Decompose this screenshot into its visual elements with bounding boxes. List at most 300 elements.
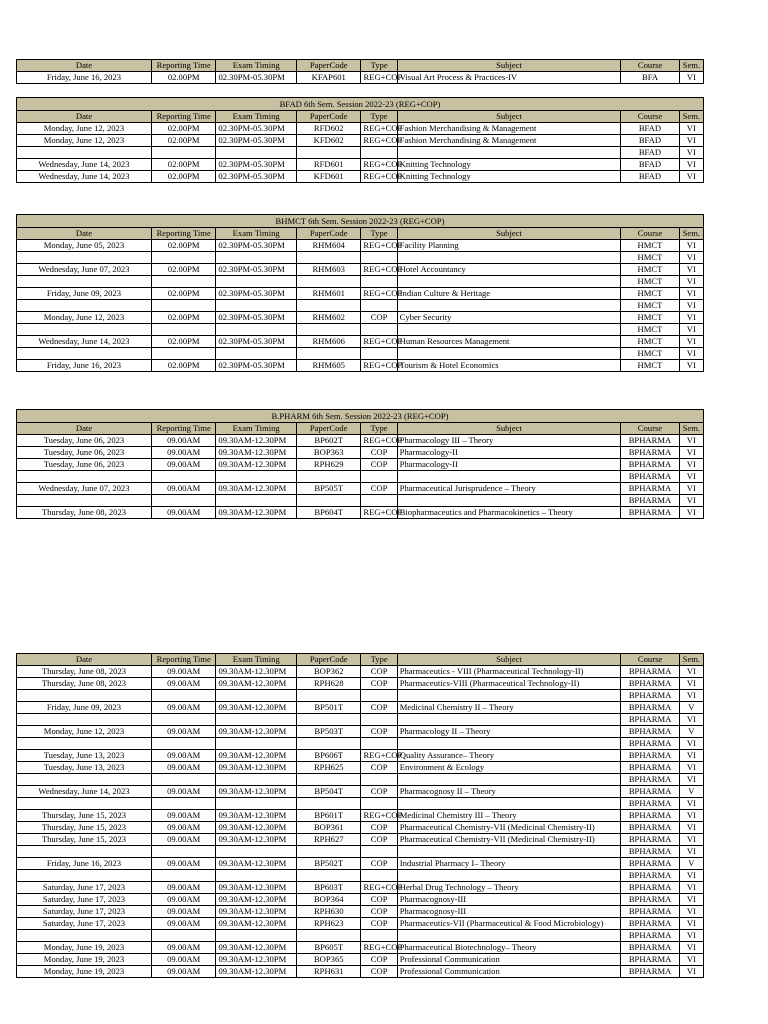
paper-code-cell: RPH631	[297, 966, 361, 978]
reporting-time-cell: 09.00AM	[151, 666, 215, 678]
sem-cell: VI	[679, 123, 703, 135]
exam-timing-cell: 09.30AM-12.30PM	[216, 942, 297, 954]
paper-code-cell: RPH629	[296, 459, 360, 471]
header-row	[17, 60, 704, 72]
exam-timing-cell	[216, 798, 297, 810]
reporting-time-cell: 09.00AM	[151, 810, 215, 822]
date-cell: Thursday, June 08, 2023	[17, 507, 152, 519]
paper-code-cell	[296, 471, 360, 483]
date-cell: Monday, June 19, 2023	[17, 942, 152, 954]
exam-timing-cell	[216, 471, 297, 483]
reporting-time-cell: 09.00AM	[151, 678, 215, 690]
course-cell: BPHARMA	[621, 447, 679, 459]
course-cell: BPHARMA	[621, 435, 679, 447]
subject-cell	[397, 324, 621, 336]
course-cell: BPHARMA	[621, 714, 679, 726]
table-row	[17, 360, 704, 372]
table-row	[17, 312, 704, 324]
type-cell: REG+COP	[361, 336, 397, 348]
header-row	[17, 111, 704, 123]
course-cell: BPHARMA	[621, 786, 679, 798]
subject-header: Subject	[397, 60, 621, 72]
header-row	[17, 423, 704, 435]
exam-timing-cell	[216, 252, 297, 264]
exam-timing-cell: 09.30AM-12.30PM	[216, 858, 297, 870]
sem-cell: VI	[679, 348, 703, 360]
paper-code-cell	[296, 324, 360, 336]
course-cell: BPHARMA	[621, 846, 679, 858]
type-cell: COP	[361, 666, 397, 678]
reporting-time-cell: 09.00AM	[151, 459, 215, 471]
sem-cell: VI	[679, 834, 703, 846]
type-cell: REG+COP	[361, 360, 397, 372]
type-header: Type	[361, 423, 397, 435]
sem-cell: VI	[679, 774, 703, 786]
sem-cell: V	[679, 786, 703, 798]
table-row	[17, 300, 704, 312]
paper-code-header: PaperCode	[296, 111, 360, 123]
date-cell	[17, 798, 152, 810]
date-cell: Monday, June 12, 2023	[17, 726, 152, 738]
paper-code-cell	[297, 774, 361, 786]
date-cell: Thursday, June 15, 2023	[17, 810, 152, 822]
type-cell	[361, 870, 397, 882]
reporting-time-header: Reporting Time	[151, 423, 215, 435]
paper-code-cell	[296, 147, 360, 159]
exam-timing-cell: 09.30AM-12.30PM	[216, 810, 297, 822]
subject-cell: Tourism & Hotel Economics	[397, 360, 621, 372]
table-row	[17, 930, 704, 942]
type-cell	[361, 348, 397, 360]
date-header: Date	[17, 654, 152, 666]
reporting-time-cell: 09.00AM	[151, 834, 215, 846]
paper-code-cell	[297, 738, 361, 750]
date-cell: Tuesday, June 06, 2023	[17, 447, 152, 459]
date-cell: Saturday, June 17, 2023	[17, 882, 152, 894]
course-cell: BPHARMA	[621, 906, 679, 918]
reporting-time-cell: 09.00AM	[151, 435, 215, 447]
date-cell: Wednesday, June 14, 2023	[17, 786, 152, 798]
type-cell: COP	[361, 918, 397, 930]
sem-cell: VI	[679, 666, 703, 678]
course-cell: BFAD	[621, 147, 679, 159]
type-cell	[361, 471, 397, 483]
paper-code-cell: RPH628	[297, 678, 361, 690]
course-cell: BFAD	[621, 171, 679, 183]
sem-cell: VI	[679, 495, 703, 507]
paper-code-cell: BP602T	[296, 435, 360, 447]
paper-code-cell: RFD601	[296, 159, 360, 171]
sem-cell: VI	[679, 750, 703, 762]
exam-timing-cell: 02.30PM-05.30PM	[216, 240, 297, 252]
exam-timing-cell	[216, 495, 297, 507]
sem-cell: VI	[679, 966, 703, 978]
date-cell: Friday, June 16, 2023	[17, 360, 152, 372]
type-cell: REG+COP	[361, 435, 397, 447]
subject-cell: Human Resources Management	[397, 336, 621, 348]
reporting-time-cell: 09.00AM	[151, 726, 215, 738]
exam-timing-cell: 09.30AM-12.30PM	[216, 507, 297, 519]
table-row	[17, 966, 704, 978]
type-cell: REG+COP	[361, 810, 397, 822]
date-cell: Saturday, June 17, 2023	[17, 906, 152, 918]
course-cell: BPHARMA	[621, 822, 679, 834]
subject-cell: Fashion Merchandising & Management	[397, 123, 621, 135]
exam-timing-cell: 02.30PM-05.30PM	[216, 360, 297, 372]
course-cell: BFA	[621, 72, 679, 84]
reporting-time-cell: 09.00AM	[151, 786, 215, 798]
sem-cell: VI	[679, 678, 703, 690]
course-cell: BPHARMA	[621, 930, 679, 942]
date-cell	[17, 738, 152, 750]
paper-code-cell	[296, 495, 360, 507]
exam-timing-cell: 09.30AM-12.30PM	[216, 666, 297, 678]
sem-cell: VI	[679, 810, 703, 822]
exam-timing-cell	[216, 348, 297, 360]
exam-timing-cell: 09.30AM-12.30PM	[216, 435, 297, 447]
course-cell: BPHARMA	[621, 834, 679, 846]
reporting-time-cell	[151, 870, 215, 882]
sem-header: Sem.	[679, 423, 703, 435]
subject-cell	[397, 276, 621, 288]
paper-code-cell: KFAP601	[297, 72, 361, 84]
sem-cell: VI	[679, 906, 703, 918]
type-cell: REG+COP	[361, 882, 397, 894]
section-title-row	[17, 410, 704, 423]
date-cell: Wednesday, June 14, 2023	[17, 171, 152, 183]
type-cell: COP	[361, 966, 397, 978]
date-cell	[17, 714, 152, 726]
table-row	[17, 666, 704, 678]
exam-timing-cell: 09.30AM-12.30PM	[216, 906, 297, 918]
paper-code-cell: RHM602	[296, 312, 360, 324]
table-row	[17, 324, 704, 336]
type-cell: REG+COP	[361, 264, 397, 276]
subject-cell	[397, 930, 621, 942]
sem-cell: VI	[679, 894, 703, 906]
course-cell: HMCT	[621, 360, 679, 372]
course-cell: BPHARMA	[621, 798, 679, 810]
table-row	[17, 870, 704, 882]
subject-cell: Herbal Drug Technology – Theory	[397, 882, 621, 894]
sem-cell: VI	[679, 324, 703, 336]
sem-header: Sem.	[679, 60, 703, 72]
date-cell	[17, 300, 152, 312]
table-row	[17, 483, 704, 495]
reporting-time-cell	[151, 495, 215, 507]
reporting-time-cell: 02.00PM	[151, 240, 215, 252]
subject-cell: Knitting Technology	[397, 159, 621, 171]
exam-timing-cell: 09.30AM-12.30PM	[216, 678, 297, 690]
reporting-time-cell: 09.00AM	[151, 906, 215, 918]
type-cell	[361, 690, 397, 702]
subject-cell: Pharmacognosy-III	[397, 894, 621, 906]
type-cell	[361, 324, 397, 336]
reporting-time-cell: 02.00PM	[151, 72, 215, 84]
paper-code-cell: RPH623	[297, 918, 361, 930]
type-cell: REG+COP	[361, 123, 397, 135]
exam-timing-cell: 02.30PM-05.30PM	[216, 135, 297, 147]
course-cell: HMCT	[621, 276, 679, 288]
table-row	[17, 810, 704, 822]
exam-table	[16, 653, 704, 978]
sem-cell: VI	[679, 882, 703, 894]
table-row	[17, 918, 704, 930]
course-cell: HMCT	[621, 324, 679, 336]
table-row	[17, 750, 704, 762]
exam-timing-cell: 02.30PM-05.30PM	[216, 72, 297, 84]
exam-timing-header: Exam Timing	[216, 423, 297, 435]
type-cell	[361, 252, 397, 264]
sem-cell: VI	[679, 918, 703, 930]
type-cell	[361, 774, 397, 786]
type-cell: COP	[361, 483, 397, 495]
paper-code-cell: BP603T	[297, 882, 361, 894]
course-cell: BPHARMA	[621, 702, 679, 714]
table-row	[17, 252, 704, 264]
course-cell: BPHARMA	[621, 666, 679, 678]
reporting-time-cell: 02.00PM	[151, 288, 215, 300]
reporting-time-cell	[151, 471, 215, 483]
exam-table	[16, 59, 704, 84]
table-row	[17, 240, 704, 252]
date-cell: Wednesday, June 07, 2023	[17, 264, 152, 276]
paper-code-header: PaperCode	[296, 228, 360, 240]
date-cell: Friday, June 09, 2023	[17, 702, 152, 714]
sem-cell: VI	[679, 171, 703, 183]
subject-cell	[397, 495, 621, 507]
sem-cell: VI	[679, 954, 703, 966]
type-cell: COP	[361, 954, 397, 966]
sem-cell: V	[679, 726, 703, 738]
reporting-time-header: Reporting Time	[151, 654, 215, 666]
subject-cell: Pharmacology III – Theory	[397, 435, 621, 447]
sem-cell: VI	[679, 762, 703, 774]
date-cell: Friday, June 16, 2023	[17, 858, 152, 870]
type-cell	[361, 276, 397, 288]
exam-timing-header: Exam Timing	[216, 60, 297, 72]
table-row	[17, 822, 704, 834]
table-row	[17, 678, 704, 690]
date-cell: Monday, June 05, 2023	[17, 240, 152, 252]
course-cell: BFAD	[621, 123, 679, 135]
subject-cell: Pharmaceutical Biotechnology– Theory	[397, 942, 621, 954]
reporting-time-cell: 09.00AM	[151, 942, 215, 954]
date-cell: Thursday, June 15, 2023	[17, 834, 152, 846]
paper-code-cell: RHM603	[296, 264, 360, 276]
exam-timing-cell: 09.30AM-12.30PM	[216, 762, 297, 774]
reporting-time-cell: 02.00PM	[151, 171, 215, 183]
subject-cell: Medicinal Chemistry II – Theory	[397, 702, 621, 714]
reporting-time-cell	[151, 714, 215, 726]
reporting-time-cell: 09.00AM	[151, 822, 215, 834]
reporting-time-cell: 09.00AM	[151, 954, 215, 966]
exam-timing-header: Exam Timing	[216, 654, 297, 666]
course-cell: BPHARMA	[621, 483, 679, 495]
sem-cell: V	[679, 702, 703, 714]
exam-timing-cell: 09.30AM-12.30PM	[216, 750, 297, 762]
reporting-time-cell	[151, 300, 215, 312]
exam-timing-cell	[216, 738, 297, 750]
table-row	[17, 147, 704, 159]
sem-cell: VI	[679, 240, 703, 252]
date-header: Date	[17, 60, 152, 72]
paper-code-cell: BOP363	[296, 447, 360, 459]
table-row	[17, 288, 704, 300]
date-cell	[17, 147, 152, 159]
table-row	[17, 495, 704, 507]
subject-cell	[397, 348, 621, 360]
section-title-row	[17, 215, 704, 228]
subject-header: Subject	[397, 228, 621, 240]
date-cell: Wednesday, June 07, 2023	[17, 483, 152, 495]
table-row	[17, 786, 704, 798]
type-cell	[361, 495, 397, 507]
subject-cell: Visual Art Process & Practices-IV	[397, 72, 621, 84]
course-cell: BPHARMA	[621, 738, 679, 750]
date-header: Date	[17, 111, 152, 123]
date-cell	[17, 774, 152, 786]
paper-code-cell: BOP365	[297, 954, 361, 966]
paper-code-cell: BP502T	[297, 858, 361, 870]
reporting-time-cell	[151, 324, 215, 336]
subject-cell: Indian Culture & Heritage	[397, 288, 621, 300]
date-cell: Saturday, June 17, 2023	[17, 894, 152, 906]
date-cell: Thursday, June 15, 2023	[17, 822, 152, 834]
sem-cell: VI	[679, 435, 703, 447]
date-cell: Tuesday, June 06, 2023	[17, 459, 152, 471]
exam-timing-cell: 02.30PM-05.30PM	[216, 159, 297, 171]
exam-table	[16, 97, 704, 183]
subject-cell	[397, 870, 621, 882]
type-header: Type	[361, 228, 397, 240]
reporting-time-cell: 02.00PM	[151, 264, 215, 276]
paper-code-cell	[297, 870, 361, 882]
sem-cell: VI	[679, 264, 703, 276]
exam-timing-cell	[216, 846, 297, 858]
paper-code-cell: BP601T	[297, 810, 361, 822]
type-cell: REG+COP	[361, 72, 397, 84]
date-cell: Monday, June 12, 2023	[17, 135, 152, 147]
sem-cell: VI	[679, 336, 703, 348]
table-row	[17, 690, 704, 702]
reporting-time-cell	[151, 846, 215, 858]
date-cell: Monday, June 12, 2023	[17, 312, 152, 324]
subject-header: Subject	[397, 423, 621, 435]
course-cell: HMCT	[621, 336, 679, 348]
paper-code-cell: BP504T	[297, 786, 361, 798]
sem-cell: VI	[679, 276, 703, 288]
course-cell: BPHARMA	[621, 894, 679, 906]
course-header: Course	[621, 654, 679, 666]
paper-code-cell: RPH625	[297, 762, 361, 774]
exam-timing-cell: 09.30AM-12.30PM	[216, 894, 297, 906]
exam-timing-cell: 09.30AM-12.30PM	[216, 459, 297, 471]
date-cell: Thursday, June 08, 2023	[17, 678, 152, 690]
sem-cell: VI	[679, 738, 703, 750]
reporting-time-cell: 09.00AM	[151, 858, 215, 870]
reporting-time-cell: 09.00AM	[151, 507, 215, 519]
type-cell: COP	[361, 702, 397, 714]
subject-cell	[397, 690, 621, 702]
type-cell: COP	[361, 894, 397, 906]
type-cell: COP	[361, 858, 397, 870]
reporting-time-cell	[151, 798, 215, 810]
sem-cell: VI	[679, 846, 703, 858]
table-row	[17, 447, 704, 459]
date-header: Date	[17, 228, 152, 240]
table-row	[17, 171, 704, 183]
subject-cell: Environment & Ecology	[397, 762, 621, 774]
date-cell	[17, 324, 152, 336]
sem-header: Sem.	[679, 111, 703, 123]
subject-cell: Pharmacology II – Theory	[397, 726, 621, 738]
course-cell: BPHARMA	[621, 870, 679, 882]
exam-timing-cell: 09.30AM-12.30PM	[216, 726, 297, 738]
paper-code-cell: RHM605	[296, 360, 360, 372]
table-row	[17, 834, 704, 846]
exam-timing-cell	[216, 147, 297, 159]
subject-cell	[397, 738, 621, 750]
reporting-time-cell: 09.00AM	[151, 447, 215, 459]
exam-timing-cell	[216, 870, 297, 882]
reporting-time-header: Reporting Time	[151, 111, 215, 123]
reporting-time-cell: 02.00PM	[151, 135, 215, 147]
course-cell: BPHARMA	[621, 678, 679, 690]
table-row	[17, 507, 704, 519]
course-cell: BPHARMA	[621, 495, 679, 507]
date-cell	[17, 348, 152, 360]
paper-code-cell: BP503T	[297, 726, 361, 738]
course-header: Course	[621, 423, 679, 435]
sem-cell: VI	[679, 159, 703, 171]
subject-cell	[397, 846, 621, 858]
sem-cell: VI	[679, 252, 703, 264]
sem-cell: VI	[679, 471, 703, 483]
subject-cell	[397, 471, 621, 483]
subject-cell: Pharmaceutics-VII (Pharmaceutical & Food Microbiology)	[397, 918, 621, 930]
subject-cell: Biopharmaceutics and Pharmacokinetics – Theory	[397, 507, 621, 519]
reporting-time-cell: 09.00AM	[151, 894, 215, 906]
table-row	[17, 123, 704, 135]
exam-timing-cell	[216, 930, 297, 942]
paper-code-cell: BP604T	[296, 507, 360, 519]
exam-timing-cell: 09.30AM-12.30PM	[216, 702, 297, 714]
paper-code-cell	[296, 300, 360, 312]
sem-cell: VI	[679, 930, 703, 942]
course-cell: HMCT	[621, 348, 679, 360]
exam-timing-cell: 09.30AM-12.30PM	[216, 954, 297, 966]
sem-cell: VI	[679, 360, 703, 372]
subject-cell: Pharmaceutical Chemistry-VII (Medicinal Chemistry-II)	[397, 834, 621, 846]
paper-code-cell	[296, 252, 360, 264]
exam-timing-cell: 02.30PM-05.30PM	[216, 123, 297, 135]
date-cell: Monday, June 12, 2023	[17, 123, 152, 135]
course-header: Course	[621, 228, 679, 240]
type-cell: COP	[361, 312, 397, 324]
subject-cell: Pharmaceutical Jurisprudence – Theory	[397, 483, 621, 495]
sem-cell: VI	[679, 507, 703, 519]
table-row	[17, 882, 704, 894]
course-cell: BPHARMA	[621, 858, 679, 870]
table-row	[17, 72, 704, 84]
date-cell	[17, 495, 152, 507]
course-cell: HMCT	[621, 240, 679, 252]
type-cell: COP	[361, 834, 397, 846]
course-cell: BPHARMA	[621, 966, 679, 978]
reporting-time-cell	[151, 690, 215, 702]
sem-cell: VI	[679, 147, 703, 159]
